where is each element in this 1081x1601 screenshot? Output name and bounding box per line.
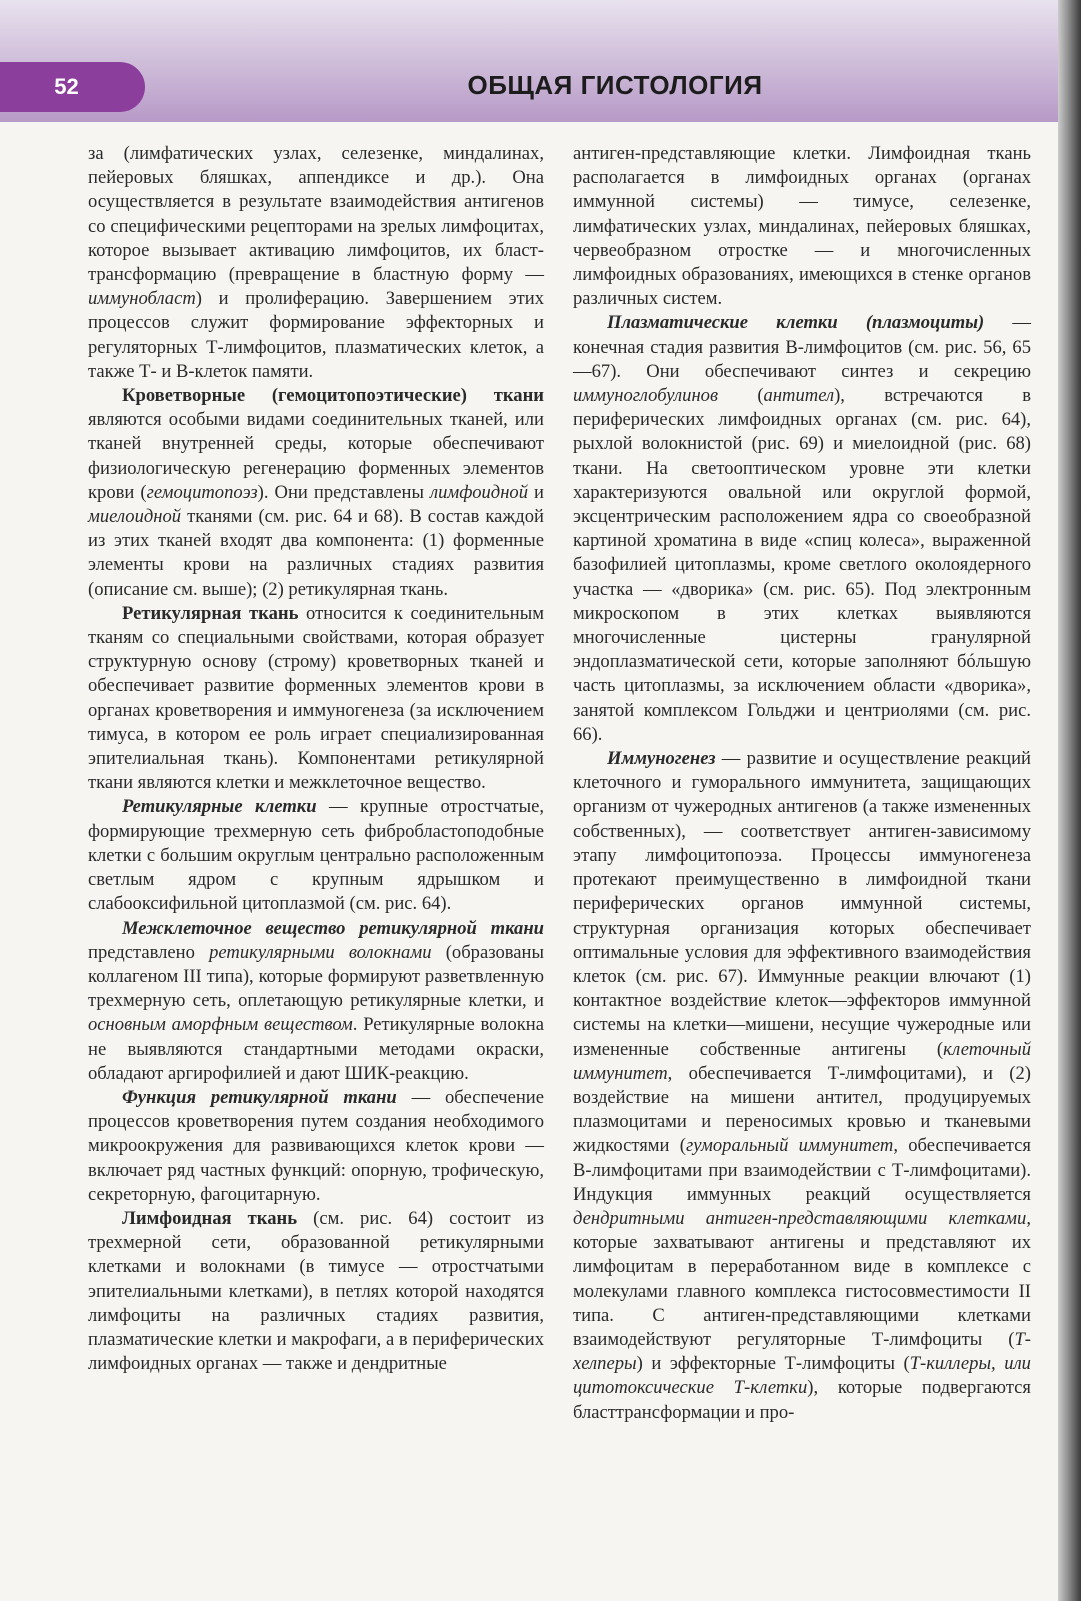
term-run: гемоцитопоэз (146, 481, 258, 503)
page-number: 52 (54, 74, 79, 99)
text-run: ), которые подвергаются бласттрансформации и про- (573, 1377, 1031, 1423)
term-run: Функция ретикулярной ткани (122, 1086, 397, 1108)
term-run: Т-хелперы (573, 1328, 1031, 1375)
text-run: за (лимфатических узлах, селезенке, миндалинах, пейеровых бляшках, аппендиксе и др.). Она осуществляется в результате взаимодействия антигенов со специфическими рецепторами на зрелых лимфоцитах, которое вызывает активацию лимфоцитов, их бласт-трансформацию (превращение в бластную форму — (88, 143, 544, 286)
paragraph (573, 747, 1031, 1425)
term-run: Плазматические клетки (плазмоциты) (607, 312, 985, 334)
header-band (0, 0, 1058, 122)
text-run: ( (718, 385, 764, 407)
term-run: Ретикулярная ткань (122, 602, 299, 624)
term-run: Кроветворные (гемоцитопоэтические) ткани (122, 385, 544, 407)
text-run: антиген-представляющие клетки. Лимфоидная ткань располагается в лимфоидных органах (органах иммунной системы) — тимусе, селезенке, лимфатических узлах, миндалинах, пейеровых бляшках, червеобразном отростке — и многочисленных лимфоидных образованиях, имеющихся в стенке органов различных систем. (573, 143, 1031, 310)
paragraph (88, 795, 544, 916)
text-run: являются особыми видами соединительных тканей, или тканей внутренней среды, которые обеспечивают физиологическую регенерацию форменных элементов крови ( (88, 409, 544, 503)
text-run: (образованы коллагеном III типа), которые формируют разветвленную трехмерную сеть, оплетающую ретикулярные клетки, и (88, 941, 544, 1012)
term-run: иммунобласт (88, 288, 196, 310)
text-run: , обеспечивается Т-лимфоцитами), и (2) воздействие на мишени антител, продуцируемых плазмоцитами и переносимых кровью и тканевыми жидкостями ( (573, 1062, 1031, 1157)
text-run: относится к соединительным тканям со специальными свойствами, которая образует структурную основу (строму) кроветворных тканей и обеспечивает развитие форменных элементов крови в органах кроветворения и иммуногенеза (за исключением тимуса, в котором ее роль играет специализированная эпителиальная ткань). Компонентами ретикулярной ткани являются клетки и межклеточное вещество. (88, 602, 544, 794)
text-run: — развитие и осуществление реакций клеточного и гуморального иммунитета, защищающих организм от чужеродных антигенов (а также измененных собственных), — соответствует антиген-зависимому этапу лимфоцитопоэза. Процессы иммуногенеза протекают преимущественно в лимфоидной ткани периферических органов иммунной системы, структурная организация которых обеспечивает оптимальные условия для эффективного взаимодействия клеток (см. рис. 67). Иммунные реакции влючают (1) контактное воздействие клеток—эффекторов иммунной системы на клетки—мишени, несущие чужеродные или измененные собственные антигены ( (573, 748, 1031, 1060)
term-run: Ретикулярные клетки (122, 796, 317, 818)
paragraph (573, 311, 1031, 747)
paragraph (573, 142, 1031, 311)
term-run: лимфоидной (429, 481, 529, 503)
text-run: (см. рис. 64) состоит из трехмерной сети, образованной ретикулярными клетками и волокнами (в тимусе — отростчатыми эпителиальными клетками), в петлях которой находятся лимфоциты на различных стадиях развития, плазматические клетки и макрофаги, а в периферических лимфоидных органах — также и дендритные (88, 1207, 544, 1375)
term-run: основным аморфным веществом (88, 1014, 353, 1036)
term-run: гуморальный иммунитет (685, 1135, 894, 1157)
text-run: — конечная стадия развития В-лимфоцитов (см. рис. 56, 65—67). Они обеспечивают синтез и секрецию (573, 312, 1031, 382)
text-run: ) и эффекторные Т-лимфоциты ( (636, 1353, 910, 1375)
paragraph (88, 602, 544, 796)
page-edge-shadow (1058, 0, 1081, 1601)
paragraph (88, 1086, 544, 1207)
term-run: клеточный иммунитет (573, 1038, 1031, 1084)
left-text-column (88, 142, 544, 1376)
term-run: ретикулярными волокнами (209, 941, 432, 963)
paragraph (88, 917, 544, 1086)
text-run: , которые захватывают антигены и представляют их лимфоцитам в переработанном виде в комплексе с молекулами главного комплекса гистосовместимости II типа. С антиген-представляющими клетками взаимодействуют регуляторные Т-лимфоциты ( (573, 1207, 1031, 1350)
text-run: ), встречаются в периферических лимфоидных органах (см. рис. 64), рыхлой волокнистой (рис. 69) и миелоидной (рис. 68) ткани. На светооптическом уровне эти клетки характеризуются овальной или округлой формой, эксцентрическим расположением ядра со своеобразной картиной хроматина в виде «спиц колеса», выраженной базофилией цитоплазмы, кроме светлого околоядерного участка — «дворика» (см. рис. 65). Под электронным микроскопом в этих клетках выявляются многочисленные цистерны гранулярной эндоплазматической сети, которые заполняют бóльшую часть цитоплазмы, за исключением области «дворика», занятой комплексом Гольджи и центриолями (см. рис. 66). (573, 385, 1031, 745)
paragraph (88, 142, 544, 384)
paragraph (88, 1207, 544, 1376)
text-run: представлено (88, 941, 210, 963)
running-title: ОБЩАЯ ГИСТОЛОГИЯ (467, 70, 763, 100)
term-run: иммуноглобулинов (573, 385, 719, 407)
term-run: Т-киллеры, или цитотоксические Т-клетки (573, 1353, 1031, 1399)
page-number-tab (0, 62, 145, 112)
term-run: антител (763, 385, 835, 407)
text-run: — крупные отростчатые, формирующие трехмерную сеть фибробластоподобные клетки с большим округлым центрально расположенным светлым ядром с крупным ядрышком и слабооксифильной цитоплазмой (см. рис. 64). (88, 796, 544, 915)
text-run: — обеспечение процессов кроветворения путем создания необходимого микроокружения для развивающихся клеток крови — включает ряд частных функций: опорную, трофическую, секреторную, фагоцитарную. (88, 1086, 544, 1205)
text-run: ). Они представлены (257, 481, 430, 503)
term-run: миелоидной (88, 506, 182, 528)
paragraph (88, 384, 544, 602)
term-run: дендритными антиген-представляющими клетками (573, 1207, 1027, 1229)
term-run: Иммуногенез (607, 748, 716, 770)
text-run: . Ретикулярные волокна не выявляются стандартными методами окраски, обладают аргирофилией и дают ШИК-реакцию. (88, 1014, 544, 1084)
term-run: Лимфоидная ткань (122, 1207, 298, 1229)
text-run: ) и пролиферацию. Завершением этих процессов служит формирование эффекторных и регуляторных Т-лимфоцитов, плазматических клеток, а также Т- и В-клеток памяти. (88, 288, 544, 382)
text-run: и (528, 481, 544, 503)
text-run: тканями (см. рис. 64 и 68). В состав каждой из этих тканей входят два компонента: (1) форменные элементы крови на различных стадиях развития (описание см. выше); (2) ретикулярная ткань. (88, 506, 544, 600)
term-run: Межклеточное вещество ретикулярной ткани (122, 917, 544, 939)
text-run: , обеспечивается В-лимфоцитами при взаимодействии с Т-лимфоцитами). Индукция иммунных реакций осуществляется (573, 1135, 1031, 1205)
right-text-column (573, 142, 1031, 1425)
